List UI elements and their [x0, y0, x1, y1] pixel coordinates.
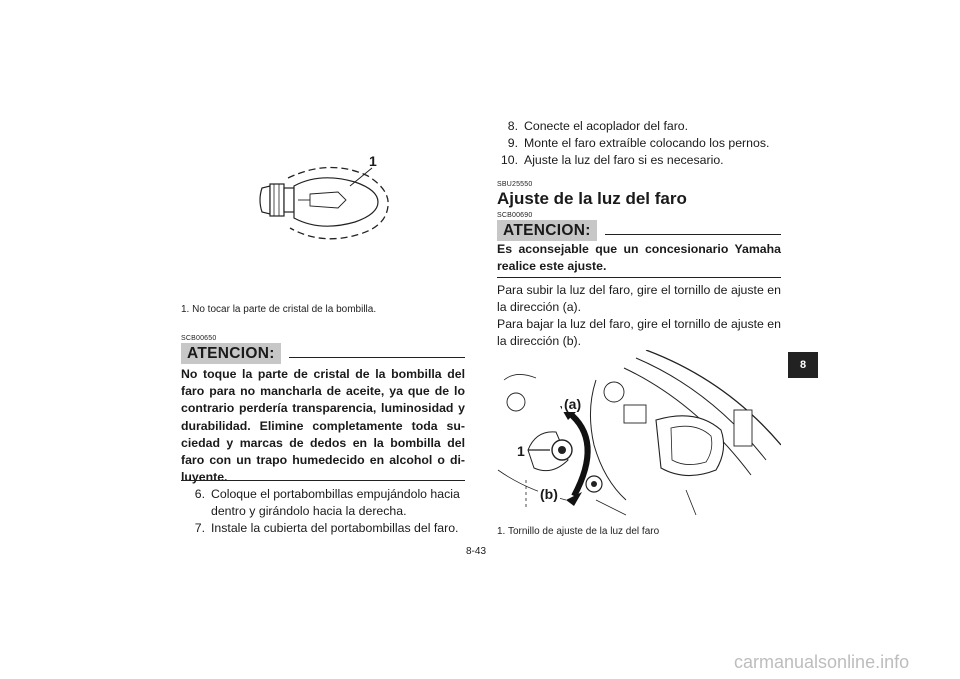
figure1-caption-num: 1. [181, 304, 190, 315]
figure2-caption [497, 526, 659, 537]
list-item [494, 118, 781, 135]
list-item [181, 520, 465, 537]
figure2-caption-text: Tornillo de ajuste de la luz del faro [507, 526, 660, 537]
section-code: SBU25550 [497, 181, 533, 188]
left-steps-list [181, 486, 465, 538]
attention-header [181, 343, 465, 364]
screw-callout: 1 [517, 443, 525, 459]
attention-label: ATENCION: [181, 343, 281, 364]
warning-text-2: Es aconsejable que un concesionario Yamaha realice este ajuste. [497, 242, 781, 274]
list-item [494, 135, 781, 152]
chapter-tab: 8 [788, 352, 818, 378]
direction-a-label: (a) [564, 396, 582, 412]
warning-end-rule-2 [497, 277, 781, 278]
watermark: carmanualsonline.info [734, 652, 910, 672]
list-item [494, 152, 781, 169]
direction-b-label: (b) [540, 486, 558, 502]
step-number: 10. [500, 153, 518, 168]
step-number: 9. [507, 136, 518, 151]
attention-rule [289, 357, 465, 358]
warning-code-2: SCB00690 [497, 212, 533, 219]
warning-end-rule [181, 480, 465, 481]
bulb-callout: 1 [369, 153, 377, 169]
step-number: 7. [194, 521, 205, 536]
attention-label-2: ATENCION: [497, 220, 597, 241]
list-item [181, 486, 465, 520]
step-number: 6. [194, 487, 205, 501]
attention-header-2 [497, 220, 781, 241]
figure2-caption-num: 1. [497, 526, 506, 537]
figure1-caption [181, 304, 376, 315]
step-text: Instale la cubierta del portabombillas del faro. [211, 521, 459, 536]
step-text: Coloque el portabombillas empujándolo hacia dentro y girándolo hacia la derecha. [211, 487, 460, 519]
paragraph-raise: Para subir la luz del faro, gire el tornillo de ajuste en la dirección (a). [497, 283, 781, 315]
attention-rule-2 [605, 234, 781, 235]
right-steps-list [494, 118, 781, 170]
section-title: Ajuste de la luz del faro [497, 189, 687, 208]
step-text: Monte el faro extraíble colocando los pernos. [524, 136, 770, 151]
step-text: Conecte el acoplador del faro. [524, 119, 689, 133]
warning-text: No toque la parte de cristal de la bombilla del faro para no mancharla de aceite, ya que de lo contrario perdería transparencia, luminosidad y durabilidad. Elimine completamente toda su-ciedad y marcas de dedos en la bombilla del faro con un trapo humedecido en alcohol o di-luyente. [181, 367, 465, 485]
step-text: Ajuste la luz del faro si es necesario. [524, 153, 724, 168]
page-number: 8-43 [466, 546, 487, 557]
step-number: 8. [507, 119, 518, 133]
figure1-caption-text: No tocar la parte de cristal de la bombilla. [192, 304, 377, 315]
paragraph-lower: Para bajar la luz del faro, gire el tornillo de ajuste en la dirección (b). [497, 317, 781, 349]
warning-code: SCB00650 [181, 335, 217, 342]
